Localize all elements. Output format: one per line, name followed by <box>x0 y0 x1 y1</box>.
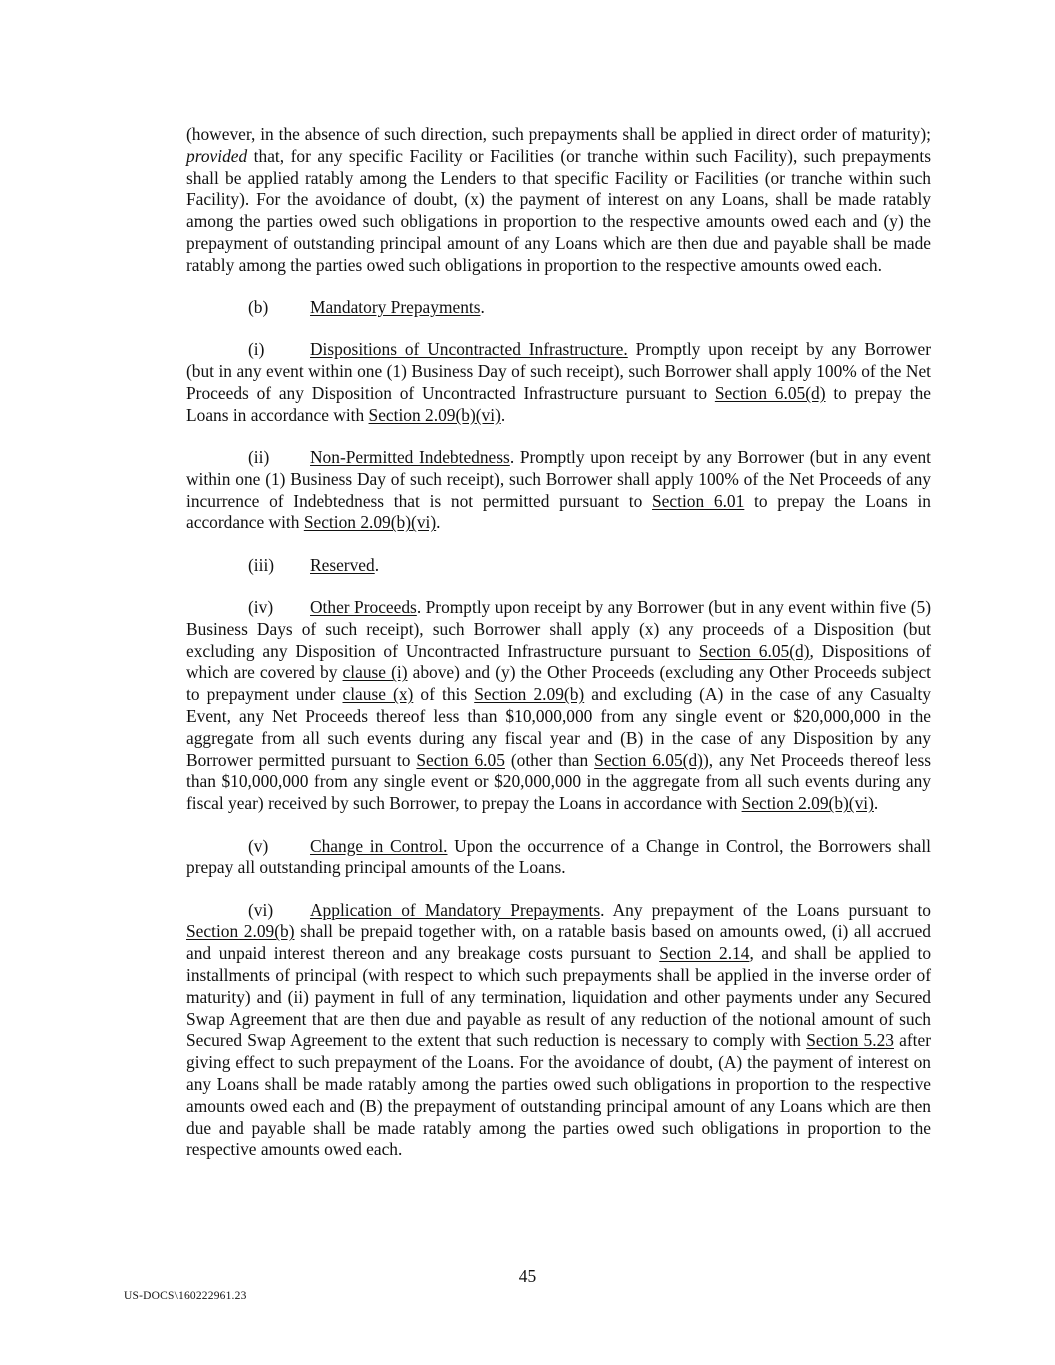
section-heading: Reserved <box>310 554 375 575</box>
section-heading: Application of Mandatory Prepayments <box>310 899 601 920</box>
section-reference: Section 2.09(b)(vi) <box>303 512 437 533</box>
paragraph-ii: (ii) Non-Permitted Indebtedness. Promptly upon receipt by any Borrower (but in any event within one (1) Business Day of such receipt), such Borrower shall apply 100% of the Net Proceeds of any incurrence of Indebtedness that is not permitted pursuant to Section 6.01 to prepay the Loans in accordance with Section 2.09(b)(vi). <box>186 447 931 533</box>
paragraph-iv: (iv) Other Proceeds. Promptly upon receipt by any Borrower (but in any event within five (5) Business Days of such receipt), such Borrower shall apply (x) any proceeds of a Disposition (but excluding any Disposition of Uncontracted Infrastructure pursuant to Section 6.05(d), Dispositions of which are covered by clause (i) above) and (y) the Other Proceeds (excluding any Other Proceeds subject to prepayment under clause (x) of this Section 2.09(b) and excluding (A) in the case of any Casualty Event, any Net Proceeds thereof less than $10,000,000 from any single event or $20,000,000 in the aggregate from all such events during any fiscal year and (B) in the case of any Disposition by any Borrower permitted pursuant to Section 6.05 (other than Section 6.05(d)), any Net Proceeds thereof less than $10,000,000 from any single event or $20,000,000 in the aggregate from all such events during any fiscal year) received by such Borrower, to prepay the Loans in accordance with Section 2.09(b)(vi). <box>186 597 932 814</box>
clause-label: (i) <box>248 339 265 360</box>
paragraph-continuation: (however, in the absence of such direction, such prepayments shall be applied in direct order of maturity); provided that, for any specific Facility or Facilities (or tranche within such Facility), such prepayments shall be applied ratably among the Lenders to that specific Facility or Facilities (or tranche within such Facility). For the avoidance of doubt, (x) the payment of interest on any Loans, shall be made ratably among the parties owed such obligations in proportion to the respective amounts owed each and (y) the prepayment of outstanding principal amount of any Loans which are then due and payable shall be made ratably among the parties owed such obligations in proportion to the respective amounts owed each. <box>186 124 931 275</box>
clause-label: (vi) <box>248 899 274 920</box>
clause-label: (iv) <box>248 597 274 618</box>
section-reference: Section 5.23 <box>806 1030 894 1051</box>
section-reference: Section 6.05(d) <box>594 749 703 770</box>
clause-label: (b) <box>248 297 269 318</box>
section-heading: Dispositions of Uncontracted Infrastructure. <box>310 339 628 360</box>
clause-label: (ii) <box>248 447 270 468</box>
paragraph-vi: (vi) Application of Mandatory Prepayments. Any prepayment of the Loans pursuant to Section 2.09(b) shall be prepaid together with, on a ratable basis based on amounts owed, (i) all accrued and unpaid interest thereon and any breakage costs pursuant to Section 2.14, and shall be applied to installments of principal (with respect to which such prepayments shall be applied in the inverse order of maturity) and (ii) payment in full of any termination, liquidation and other payments under any Secured Swap Agreement that are then due and payable as result of any reduction of the notional amount of such Secured Swap Agreement to the extent that such reduction is necessary to comply with Section 5.23 after giving effect to such prepayment of the Loans. For the avoidance of doubt, (A) the payment of interest on any Loans shall be made ratably among the parties owed such obligations in proportion to the respective amounts owed each and (B) the prepayment of outstanding principal amount of any Loans which are then due and payable shall be made ratably among the parties owed such obligations in proportion to the respective amounts owed each. <box>186 899 932 1160</box>
section-reference: Section 2.09(b)(vi) <box>741 793 874 814</box>
section-heading: Other Proceeds <box>310 597 417 618</box>
paragraph-i: (i) Dispositions of Uncontracted Infrastructure. Promptly upon receipt by any Borrower (but in any event within one (1) Business Day of such receipt), such Borrower shall apply 100% of the Net Proceeds of any Disposition of Uncontracted Infrastructure pursuant to Section 6.05(d) to prepay the Loans in accordance with Section 2.09(b)(vi). <box>186 339 931 425</box>
page-number: 45 <box>518 1266 537 1286</box>
paragraph-iii: (iii) Reserved. <box>248 554 380 575</box>
document-id: US-DOCS\160222961.23 <box>124 1290 247 1302</box>
paragraph-v: (v) Change in Control. Upon the occurrence of a Change in Control, the Borrowers shall prepay all outstanding principal amounts of the Loans. <box>186 835 931 878</box>
clause-label: (v) <box>248 835 269 856</box>
clause-reference: clause (i) <box>342 662 408 683</box>
section-reference: Section 6.05(d) <box>698 640 810 661</box>
section-reference: Section 2.09(b) <box>186 921 295 942</box>
section-reference: Section 6.05 <box>416 749 505 770</box>
document-body <box>186 124 931 1182</box>
clause-label: (iii) <box>248 554 275 575</box>
section-reference: Section 6.01 <box>652 490 745 511</box>
section-reference: Section 2.09(b) <box>474 684 585 705</box>
provided-italic: provided <box>186 145 248 166</box>
paragraph-b: (b) Mandatory Prepayments. <box>248 297 485 318</box>
clause-reference: clause (x) <box>342 684 414 705</box>
section-reference: Section 2.09(b)(vi) <box>368 404 501 425</box>
section-reference: Section 6.05(d) <box>714 382 826 403</box>
section-heading: Change in Control. <box>310 835 448 856</box>
section-reference: Section 2.14 <box>659 943 750 964</box>
section-heading: Mandatory Prepayments <box>310 297 481 318</box>
section-heading: Non-Permitted Indebtedness <box>310 447 510 468</box>
